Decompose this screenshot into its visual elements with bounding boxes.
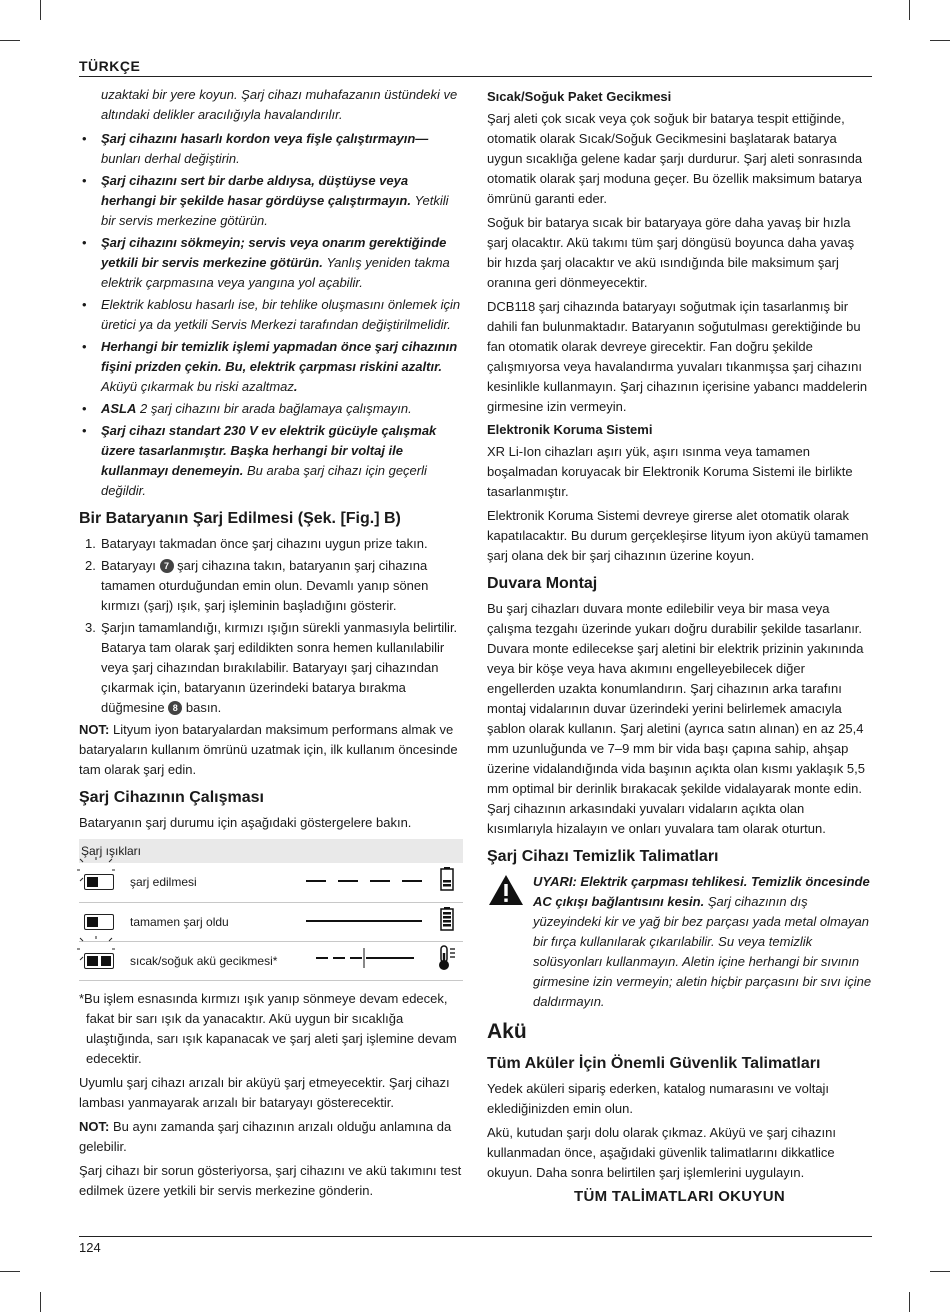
callout-badge: 7: [160, 559, 174, 573]
warning-block: [487, 872, 872, 1012]
charge-indicator-table: [79, 839, 463, 981]
step-text: Bataryayı: [101, 558, 156, 573]
list-item: [79, 399, 463, 419]
safety-bullet-list: [79, 129, 463, 501]
crop-mark: [0, 40, 20, 41]
section-title-operation: Şarj Cihazının Çalışması: [79, 789, 264, 806]
header-rule: [79, 76, 872, 77]
battery-charging-icon: [431, 863, 463, 902]
step-item: [79, 556, 463, 616]
section-title-charging: Bir Bataryanın Şarj Edilmesi (Şek. [Fig.] B): [79, 510, 401, 527]
section-title-battery-safety: Tüm Aküler İçin Önemli Güvenlik Talimatları: [487, 1055, 821, 1072]
step-item: [79, 618, 463, 718]
crop-mark: [930, 1271, 950, 1272]
table-header-label: Şarj ışıkları: [81, 844, 142, 858]
note-text: Lityum iyon bataryalardan maksimum performans almak ve bataryaların kullanım ömrünü uzatmak için, ilk kullanım öncesinde tam olarak şarj edin.: [79, 722, 458, 777]
paragraph: Elektronik Koruma Sistemi devreye girerse alet otomatik olarak kapatılacaktır. Bu durum gerçekleşirse lityum iyon aküyü tamamen şarj olana dek bir şarj cihazının üzerine koyun.: [487, 508, 869, 563]
thermometer-icon: [431, 941, 463, 980]
step-text: basın.: [185, 700, 222, 715]
note-paragraph: [79, 1117, 463, 1157]
bullet-text: 2 şarj cihazını bir arada bağlamaya çalışmayın.: [140, 401, 412, 416]
footer-rule: [79, 1236, 872, 1237]
paragraph: Akü, kutudan şarjı dolu olarak çıkmaz. Aküyü ve şarj cihazını kullanmadan önce, aşağıdaki güvenlik talimatlarını dikkatlice okuyun. Daha sonra belirtilen şarj işlemlerini uygulayın.: [487, 1125, 837, 1180]
table-row: [79, 863, 463, 902]
list-item: [79, 421, 463, 501]
paragraph: Bu şarj cihazları duvara monte edilebilir veya bir masa veya çalışma tezgahı üzerinde yukarı doğru durabilir şekilde tasarlanır. Duvara monte edilecekse şarj aletini bir elektrik prizinin yakınında veya bir köşe veya hava akımını engelleyebilecek diğer engellerden uzakta konumlandırın. Şarj cihazının arka tarafını montaj vidalarının duvar üzerindeki yerini belirlemek amacıyla şablon olarak kullanın. Şarj aletini (ayrıca satın alınan) en az 25,4 mm uzunluğunda ve 7–9 mm bir vida başı çapına sahip, ahşap üzerine vidalandığında vida başının açıkta olan kısmı yaklaşık 5,5 mm optimal bir derinlik bırakacak şekilde vidalayarak monte edin. Şarj cihazının arkasındaki yuvaları vidaların açıkta olan kısımlarıyla hizalayın ve onları yuvalara tam olarak oturtun.: [487, 601, 865, 836]
bullet-bold: Herhangi bir temizlik işlemi yapmadan önce şarj cihazının fişini prizden çekin. Bu, elektrik çarpması riskini azaltır.: [101, 339, 458, 374]
note-label: NOT:: [79, 722, 110, 737]
step-number: 2.: [85, 558, 96, 573]
paragraph: XR Li-Ion cihazları aşırı yük, aşırı ısınma veya tamamen boşalmadan koruyacak bir Elektronik Koruma Sistemi ile birlikte tasarlanmıştır.: [487, 444, 853, 499]
led-icon: [84, 914, 114, 930]
bullet-text: Elektrik kablosu hasarlı ise, bir tehlike oluşmasını önlemek için üretici ya da yetkili Servis Merkezi tarafından değiştirilmelidir.: [101, 297, 461, 332]
step-text: şarj cihazına takın, bataryanın şarj cihazına tamamen oturduğundan emin olun. Devamlı yanıp sönen kırmızı (şarj) ışık, şarj işleminin başladığını gösterir.: [101, 558, 429, 613]
step-text: Şarjın tamamlandığı, kırmızı ışığın sürekli yanmasıyla belirtilir. Batarya tam olarak şarj edildikten sonra hemen kullanılabilir veya şarj cihazından bırakılabilir. Bataryayı şarj cihazından çıkarmak için, bataryanın üzerindeki batarya bırakma düğmesine: [101, 620, 458, 715]
section-title-cleaning: Şarj Cihazı Temizlik Talimatları: [487, 848, 719, 865]
warning-text: Şarj cihazının dış yüzeyindeki kir ve yağ bir bez parçası yada metal olmayan bir fırça kullanılarak çıkarılabilir. Su veya temizlik solüsyonları kullanmayın. Aletin içine herhangi bir sıvının girmesine izin vermeyin; aletin hiçbir parçasını bir sıvı içine daldırmayın.: [533, 894, 872, 1009]
section-title-battery: Akü: [487, 1020, 527, 1043]
bullet-text: Yanlış yeniden takma elektrik çarpmasına veya yangına yol açabilir.: [101, 255, 450, 290]
paragraph: DCB118 şarj cihazında bataryayı soğutmak için tasarlanmış bir dahili fan bulunmaktadır. Bataryanın soğutulması gerektiğinde bu fan otomatik olarak devreye girecektir. Fan doğru şekilde çalışmıyorsa veya havalandırma yuvaları tıkanmışsa şarj cihazını kesinlikle kullanmayın. Şarj cihazının içerisine yabancı maddelerin girmesine izin vermeyin.: [487, 299, 868, 414]
paragraph: Yedek aküleri sipariş ederken, katalog numarasını ve voltajı eklediğinizden emin olun.: [487, 1081, 830, 1116]
bullet-text: Aküyü çıkarmak bu riski azaltmaz: [101, 379, 294, 394]
table-header: [79, 839, 463, 863]
crop-mark: [930, 40, 950, 41]
page-number: 124: [79, 1240, 101, 1255]
crop-mark: [40, 1292, 41, 1312]
warning-triangle-icon: [488, 874, 524, 906]
bullet-bold: Şarj cihazını sökmeyin; servis veya onarım gerektiğinde yetkili bir servis merkezine götürün.: [101, 235, 447, 270]
light-pattern-delay: [301, 941, 431, 980]
list-item: [79, 295, 463, 335]
bullet-text: Yetkili bir servis merkezine götürün.: [101, 193, 449, 228]
list-item: [79, 129, 463, 169]
paragraph: Şarj cihazı bir sorun gösteriyorsa, şarj cihazını ve akü takımını test edilmek üzere yetkili bir servis merkezine gönderin.: [79, 1162, 462, 1198]
paragraph: Şarj aleti çok sıcak veya çok soğuk bir batarya tespit ettiğinde, otomatik olarak Sıcak/Soğuk Gecikmesini başlatarak batarya uygun sıcaklığa gelene kadar şarjı durdurur. Şarj aleti sonrasında otomatik olarak şarj moduna geçer. Bu özellik maksimum batarya ömrünü garanti eder.: [487, 111, 863, 206]
battery-full-icon: [431, 902, 463, 941]
crop-mark: [40, 0, 41, 20]
section-title-electronic: Elektronik Koruma Sistemi: [487, 422, 653, 437]
note-label: NOT:: [79, 1118, 110, 1134]
bullet-text: bunları derhal değiştirin.: [101, 151, 240, 166]
footnote: *Bu işlem esnasında kırmızı ışık yanıp sönmeye devam edecek, fakat bir sarı ışık da yanacaktır. Akü uygun bir sıcaklığa ulaştığında, sarı ışık kapanacak ve şarj aleti şarj işlemine devam edecektir.: [79, 990, 457, 1066]
bullet-bold: Şarj cihazını hasarlı kordon veya fişle çalıştırmayın—: [101, 131, 429, 146]
paragraph: Soğuk bir batarya sıcak bir bataryaya göre daha yavaş bir hızla şarj olacaktır. Akü takımı tüm şarj döngüsü boyunca daha yavaş bir hızda şarj olacaktır ve akü ısındığında bile maksimum şarj oranına geri dönmeyecektir.: [487, 215, 855, 290]
bullet-text: Bu araba şarj cihazı için geçerli değildir.: [101, 463, 427, 498]
led-indicator: [79, 863, 129, 902]
operation-intro: Bataryanın şarj durumu için aşağıdaki göstergelere bakın.: [79, 815, 412, 830]
right-column: [487, 85, 872, 1207]
bullet-bold: Şarj cihazını sert bir darbe aldıysa, düştüyse veya herhangi bir şekilde hasar gördüyse çalıştırmayın.: [101, 173, 411, 208]
charging-steps: [79, 534, 463, 718]
table-row: [79, 941, 463, 980]
section-title-hot-cold: Sıcak/Soğuk Paket Gecikmesi: [487, 89, 672, 104]
step-number: 1.: [85, 536, 96, 551]
list-item: [79, 337, 463, 397]
read-all-instructions: TÜM TALİMATLARI OKUYUN: [573, 1188, 785, 1205]
step-number: 3.: [85, 620, 96, 635]
callout-badge: 8: [168, 701, 182, 715]
list-item: [79, 233, 463, 293]
indicator-label: tamamen şarj oldu: [130, 914, 229, 929]
light-pattern-solid: [301, 902, 431, 941]
bullet-bold: ASLA: [101, 401, 137, 416]
warning-bold: UYARI: Elektrik çarpması tehlikesi. Temizlik öncesinde AC çıkışı bağlantısını kesin.: [533, 874, 870, 909]
intro-continuation: uzaktaki bir yere koyun. Şarj cihazı muhafazanın üstündeki ve altındaki delikler aracılığıyla havalandırılır.: [101, 87, 458, 122]
paragraph: Uyumlu şarj cihazı arızalı bir aküyü şarj etmeyecektir. Şarj cihazı lambası yanmayarak arızalı bir bataryayı gösterecektir.: [79, 1074, 450, 1110]
led-icon: [84, 953, 114, 969]
crop-mark: [0, 1271, 20, 1272]
section-title-wall-mount: Duvara Montaj: [487, 575, 598, 592]
note-text: Bu aynı zamanda şarj cihazının arızalı olduğu anlamına da gelebilir.: [79, 1118, 452, 1154]
crop-mark: [909, 1292, 910, 1312]
note-paragraph: [79, 720, 463, 780]
led-icon: [84, 874, 114, 890]
step-text: Bataryayı takmadan önce şarj cihazını uygun prize takın.: [101, 536, 428, 551]
page-header-language: TÜRKÇE: [79, 58, 141, 74]
step-item: [79, 534, 463, 554]
indicator-label: sıcak/soğuk akü gecikmesi*: [130, 953, 278, 968]
indicator-label: şarj edilmesi: [130, 875, 197, 890]
bullet-bold: Şarj cihazı standart 230 V ev elektrik gücüyle çalışmak üzere tasarlanmıştır. Başka herhangi bir voltaj ile kullanmayı denemeyin.: [101, 423, 437, 478]
table-row: [79, 902, 463, 941]
bullet-tail: .: [293, 379, 298, 394]
list-item: [79, 171, 463, 231]
crop-mark: [909, 0, 910, 20]
light-pattern-blinking: [301, 863, 431, 902]
led-indicator: [79, 941, 129, 980]
left-column: [79, 85, 463, 1205]
